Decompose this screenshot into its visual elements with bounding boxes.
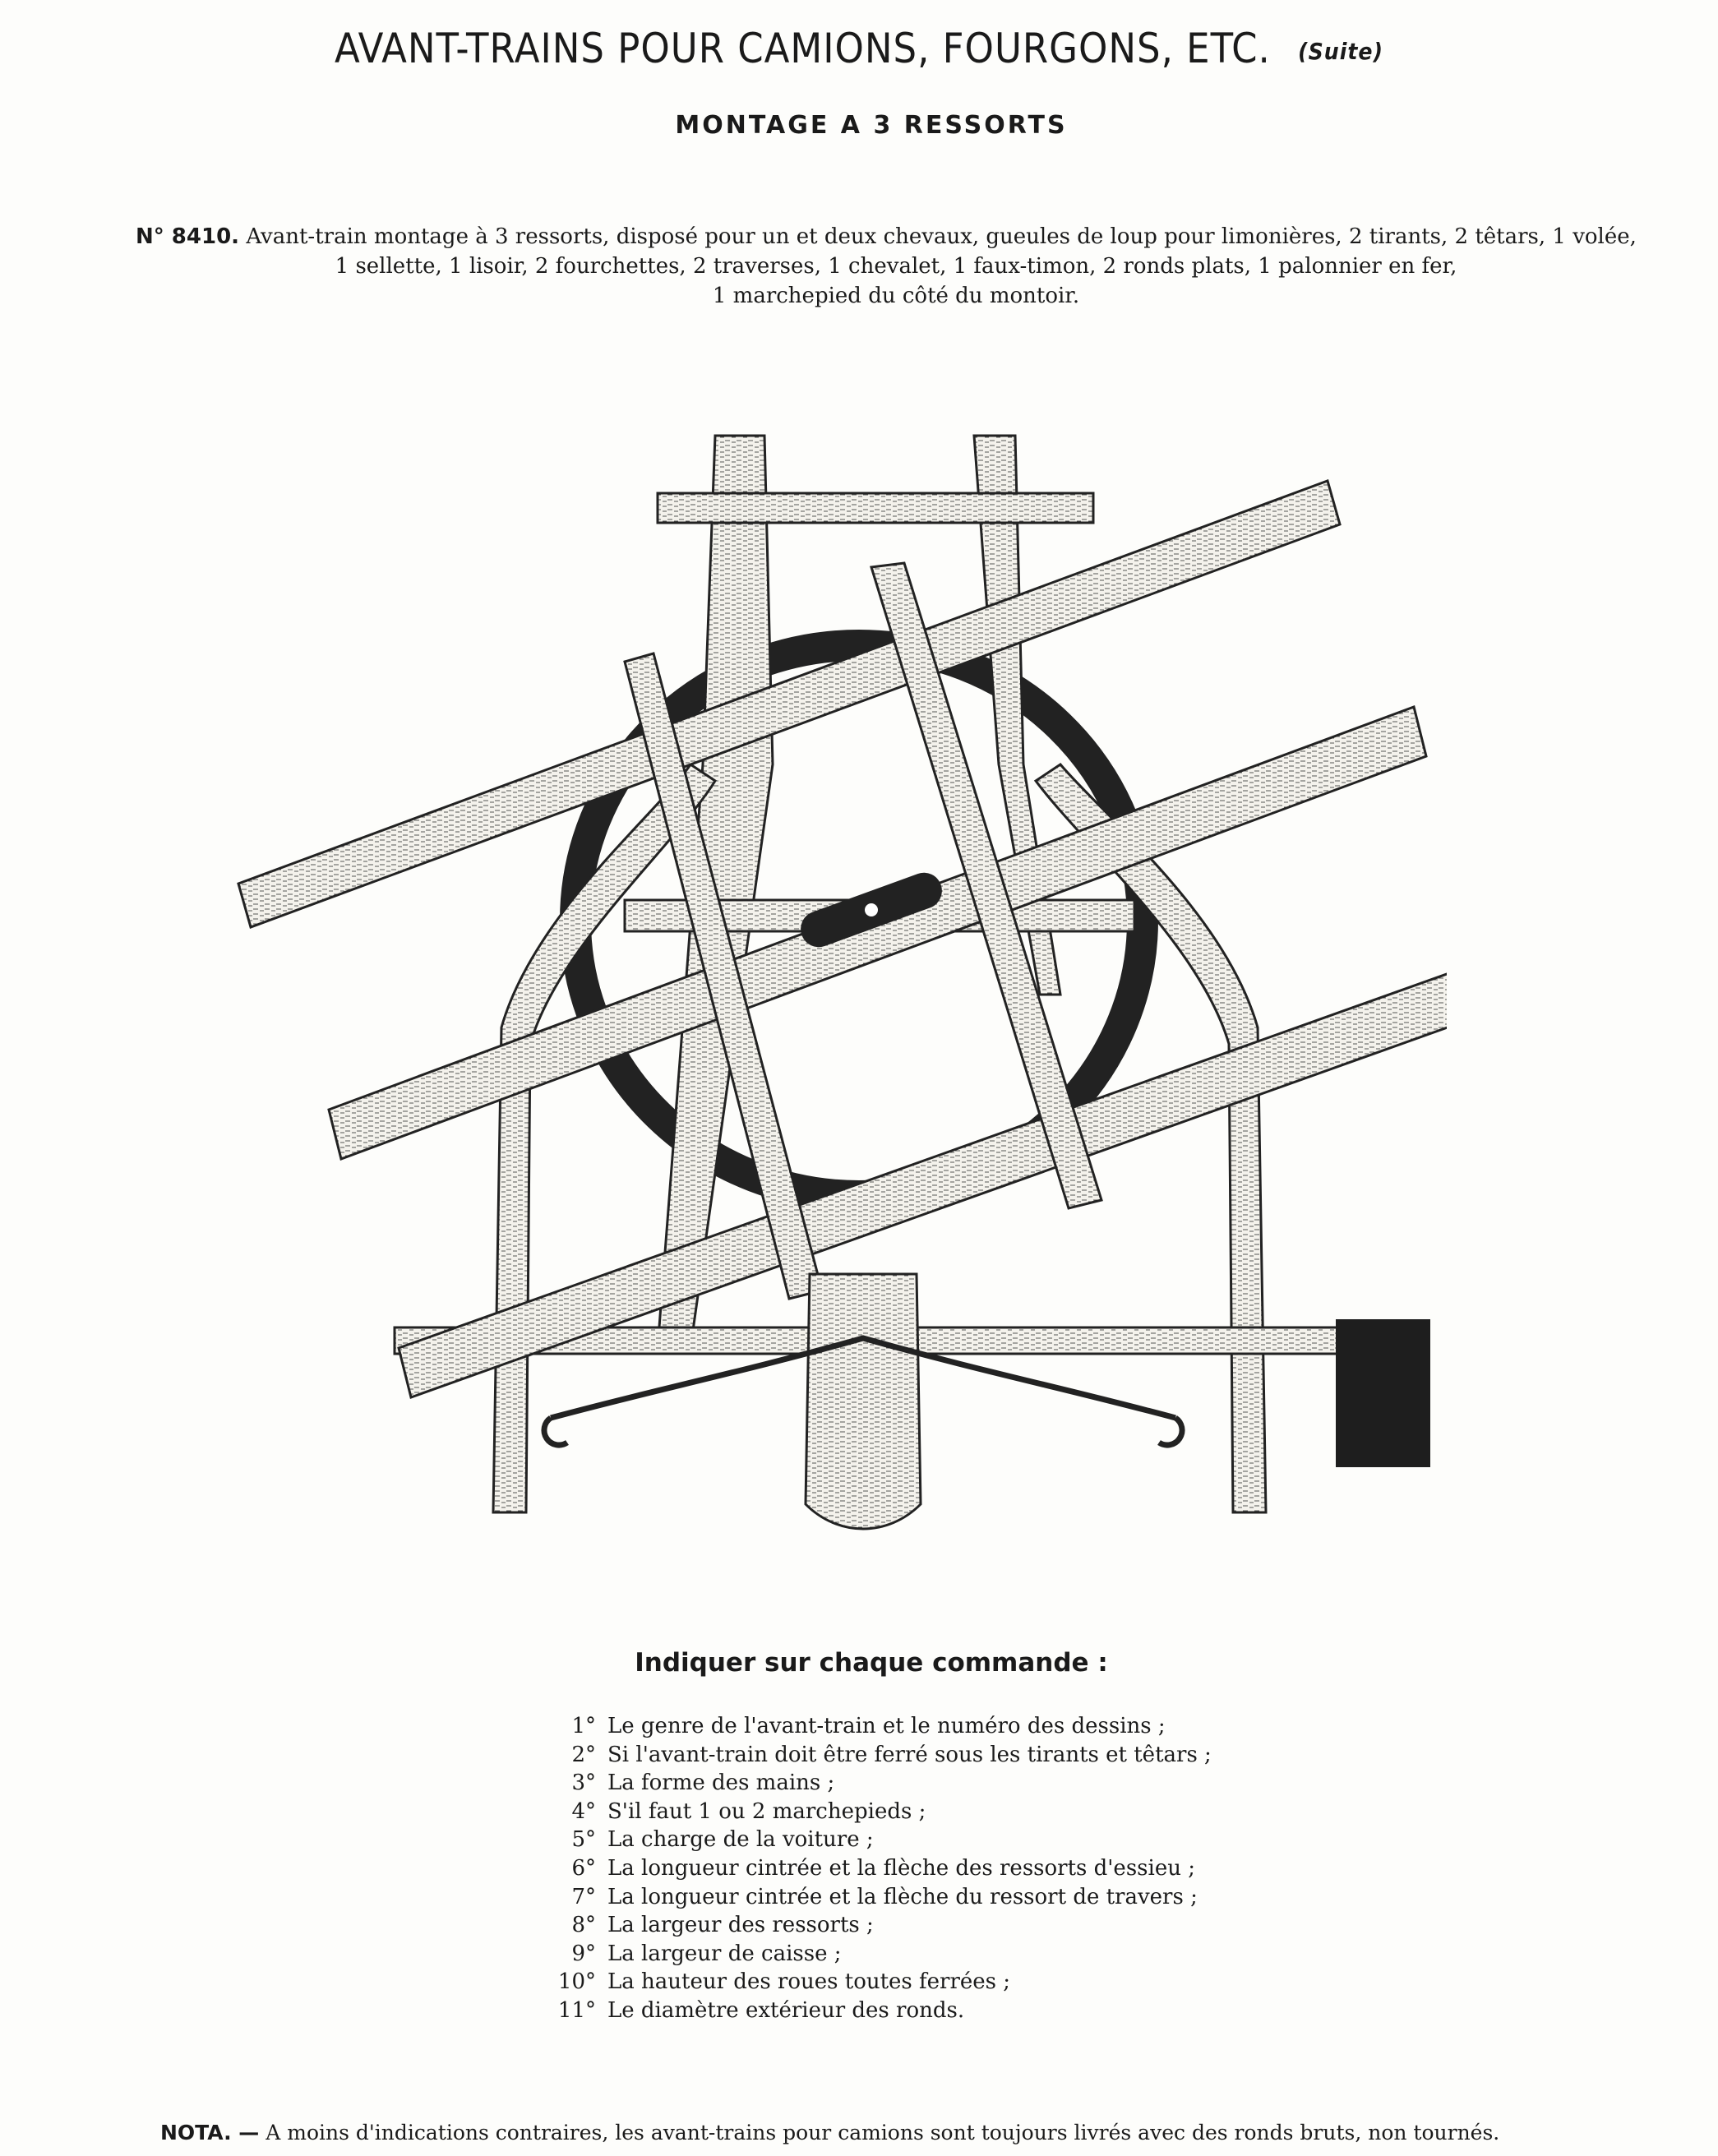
- page-title: [0, 25, 1718, 72]
- item-text: La longueur cintrée et la flèche des ressorts d'essieu ;: [607, 1855, 1195, 1881]
- item-text: Le diamètre extérieur des ronds.: [607, 1997, 965, 2023]
- list-item: [555, 1769, 1212, 1798]
- item-number: 9°: [571, 1941, 596, 1966]
- description-line-3: 1 marchepied du côté du montoir.: [712, 284, 1080, 308]
- item-text: La charge de la voiture ;: [607, 1827, 874, 1853]
- nota-text: A moins d'indications contraires, les avant-trains pour camions sont toujours livrés avec des ronds bruts, non tournés.: [266, 2121, 1500, 2144]
- item-text: La largeur des ressorts ;: [607, 1913, 874, 1938]
- item-text: Le genre de l'avant-train et le numéro des dessins ;: [607, 1714, 1166, 1738]
- instructions-title: Indiquer sur chaque commande :: [635, 1648, 1108, 1678]
- item-text: Si l'avant-train doit être ferré sous les tirants et têtars ;: [607, 1742, 1212, 1767]
- list-item: [555, 1712, 1212, 1741]
- item-text: La longueur cintrée et la flèche du ressort de travers ;: [607, 1884, 1198, 1909]
- item-number: 3°: [571, 1771, 596, 1796]
- list-item: [555, 1826, 1212, 1854]
- product-description: [136, 222, 1656, 311]
- list-item: [555, 1940, 1212, 1969]
- item-number: 10°: [557, 1969, 596, 1995]
- step-plate: [1336, 1319, 1430, 1467]
- item-text: La forme des mains ;: [607, 1771, 835, 1796]
- list-item: [555, 1883, 1212, 1912]
- description-line-1: [136, 222, 1656, 252]
- page-subtitle: MONTAGE A 3 RESSORTS: [675, 111, 1068, 140]
- item-text: S'il faut 1 ou 2 marchepieds ;: [607, 1798, 926, 1824]
- list-item: [555, 1741, 1212, 1770]
- nota-label: NOTA. —: [160, 2121, 260, 2144]
- item-number: 2°: [571, 1742, 596, 1767]
- item-number: 8°: [571, 1913, 596, 1938]
- list-item: [555, 1854, 1212, 1883]
- list-item: [555, 1968, 1212, 1997]
- item-number: 1°: [571, 1714, 596, 1738]
- item-number: 7°: [571, 1884, 596, 1909]
- item-text: La hauteur des roues toutes ferrées ;: [607, 1969, 1011, 1995]
- instructions-list: [555, 1712, 1212, 2025]
- item-number: 5°: [571, 1827, 596, 1853]
- item-number: 11°: [557, 1997, 596, 2023]
- title-text: AVANT-TRAINS POUR CAMIONS, FOURGONS, ETC.: [335, 25, 1271, 72]
- item-number: 4°: [571, 1798, 596, 1824]
- list-item: [555, 1798, 1212, 1826]
- product-number: N° 8410.: [136, 224, 240, 249]
- top-crossbar: [658, 493, 1093, 523]
- avant-train-illustration: [230, 419, 1447, 1554]
- list-item: [555, 1997, 1212, 2025]
- item-number: 6°: [571, 1855, 596, 1881]
- list-item: [555, 1911, 1212, 1940]
- item-text: La largeur de caisse ;: [607, 1941, 842, 1966]
- description-line-2: 1 sellette, 1 lisoir, 2 fourchettes, 2 traverses, 1 chevalet, 1 faux-timon, 2 ronds plats, 1 palonnier en fer,: [335, 254, 1457, 279]
- pole-stub: [806, 1274, 921, 1529]
- description-text-1: Avant-train montage à 3 ressorts, disposé pour un et deux chevaux, gueules de loup pour limonières, 2 tirants, 2 têtars, 1 volée,: [246, 224, 1637, 249]
- title-suffix: (Suite): [1298, 38, 1383, 65]
- nota-note: [160, 2121, 1499, 2144]
